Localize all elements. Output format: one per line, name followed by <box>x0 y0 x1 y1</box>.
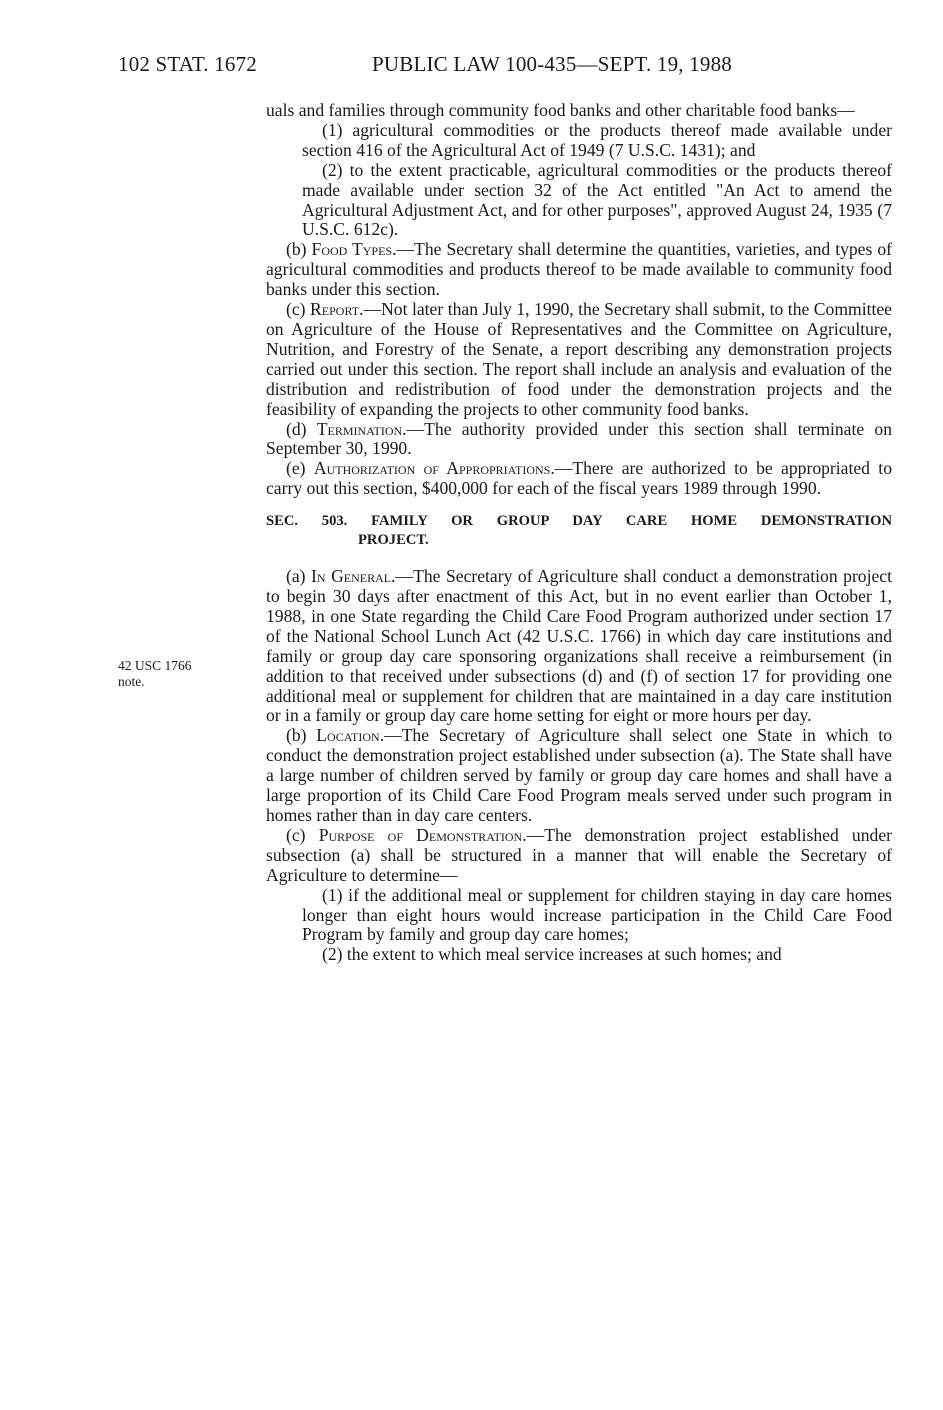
subsection-d-termination <box>266 420 892 460</box>
subsection-label: (d) <box>286 418 307 439</box>
subsection-heading: Termination. <box>316 418 407 439</box>
subsection-a-in-general <box>266 567 892 726</box>
statute-page-number: 102 STAT. 1672 <box>118 52 257 76</box>
section-title-continued: PROJECT. <box>358 532 429 549</box>
subsection-b-location <box>266 726 892 826</box>
subsection-c-report <box>266 300 892 419</box>
subsection-heading: Location. <box>316 725 385 746</box>
subsection-heading: In General. <box>311 566 396 587</box>
subsection-text: —The demonstration project established under subsection (a) shall be structured in a manner that will enable the Secretary of Agriculture to determine— <box>266 824 892 885</box>
subsection-label: (a) <box>286 566 306 587</box>
section-number: SEC. 503. <box>266 513 348 530</box>
page-body <box>266 101 892 965</box>
list-item: (1) agricultural commodities or the products thereof made available under section 416 of the Agricultural Act of 1949 (7 U.S.C. 1431); and <box>302 119 892 160</box>
intro-continuation: uals and families through community food banks and other charitable food banks— <box>266 100 855 120</box>
subsection-c-purpose <box>266 826 892 886</box>
section-title: FAMILY OR GROUP DAY CARE HOME DEMONSTRATION <box>371 513 893 530</box>
subsection-heading: Purpose of Demonstration. <box>318 824 527 845</box>
page-header <box>0 52 943 82</box>
subsection-b-food-types <box>266 240 892 300</box>
public-law-citation: PUBLIC LAW 100-435—SEPT. 19, 1988 <box>372 52 732 76</box>
subsection-heading: Food Types. <box>311 239 397 260</box>
subsection-text: —The Secretary of Agriculture shall select one State in which to conduct the demonstration project established under subsection (a). The State shall have a large number of children served by family or group day care homes and shall have a large proportion of its Child Care Food Program meals served under such program in homes rather than in day care centers. <box>266 725 892 825</box>
subsection-text: —The Secretary of Agriculture shall conduct a demonstration project to begin 30 days after enactment of this Act, but in no event earlier than October 1, 1988, in one State regarding the Child Care Food Program authorized under section 17 of the National School Lunch Act (42 U.S.C. 1766) in which day care institutions and family or group day care sponsoring organizations shall receive a reimbursement (in addition to that received under subsections (d) and (f) of section 17 for providing one additional meal or supplement for children that are maintained in a day care institution or in a family or group day care home setting for eight or more hours per day. <box>266 566 892 726</box>
list-item: (2) to the extent practicable, agricultural commodities or the products thereof made available under section 32 of the Act entitled "An Act to amend the Agricultural Adjustment Act, and for other purposes", approved August 24, 1935 (7 U.S.C. 612c). <box>302 159 892 240</box>
subsection-label: (b) <box>286 725 307 746</box>
subsection-text: —Not later than July 1, 1990, the Secretary shall submit, to the Committee on Agriculture of the House of Representatives and the Committee on Agriculture, Nutrition, and Forestry of the Senate, a report describing any demonstration projects carried out under this section. The report shall include an analysis and evaluation of the distribution and redistribution of food under the demonstration projects and the feasibility of expanding the projects to other community food banks. <box>266 299 892 419</box>
subsection-label: (c) <box>286 824 306 845</box>
subsection-heading: Report. <box>310 299 364 320</box>
margin-note-citation: 42 USC 1766 <box>118 658 192 673</box>
margin-note <box>118 658 258 690</box>
subsection-text: —There are authorized to be appropriated to carry out this section, $400,000 for each of the fiscal years 1989 through 1990. <box>266 458 892 499</box>
subsection-text: —The authority provided under this section shall terminate on September 30, 1990. <box>266 418 892 459</box>
list-item: (2) the extent to which meal service increases at such homes; and <box>322 944 782 965</box>
subsection-label: (c) <box>286 299 306 320</box>
list-item: (1) if the additional meal or supplement for children staying in day care homes longer than eight hours would increase participation in the Child Care Food Program by family and group day care homes; <box>302 884 892 945</box>
margin-note-label: note. <box>118 674 145 689</box>
subsection-label: (e) <box>286 458 306 479</box>
subsection-text: —The Secretary shall determine the quantities, varieties, and types of agricultural commodities and products thereof to be made available to community food banks under this section. <box>266 239 892 300</box>
subsection-heading: Authorization of Appropriations. <box>313 458 555 479</box>
subsection-e-authorization <box>266 459 892 499</box>
subsection-label: (b) <box>286 239 307 260</box>
section-503-heading <box>266 512 892 550</box>
